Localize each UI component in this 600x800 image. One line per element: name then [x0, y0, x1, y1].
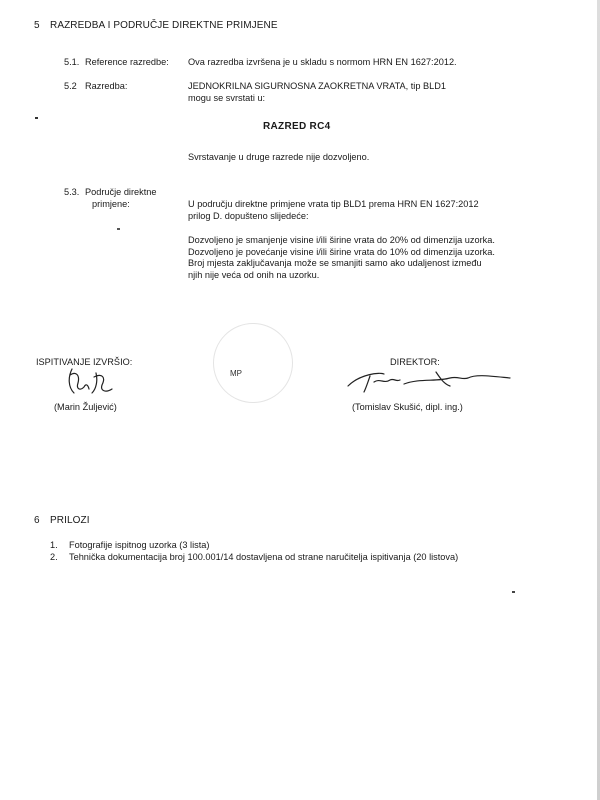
item-5-3-label-line-2: primjene:: [92, 198, 130, 209]
item-5-3-label: [85, 187, 157, 210]
para-1-line-2: prilog D. dopušteno slijedeće:: [188, 210, 309, 221]
left-signatory-name: (Marin Žuljević): [54, 402, 117, 412]
attachment-2-number: 2.: [50, 552, 58, 562]
scan-mark: [512, 591, 515, 593]
section-6-title: PRILOZI: [50, 515, 90, 526]
stamp-label: MP: [230, 369, 242, 378]
section-5-number: 5: [34, 20, 40, 31]
left-signature-image: [62, 363, 142, 399]
right-signature-image: [340, 364, 520, 396]
para-2-line-4: njih nije veća od onih na uzorku.: [188, 269, 320, 280]
section-6-number: 6: [34, 515, 40, 526]
section-5-title: RAZREDBA I PODRUČJE DIREKTNE PRIMJENE: [50, 20, 278, 31]
left-signatory-title: ISPITIVANJE IZVRŠIO:: [36, 357, 133, 367]
para-2-line-3: Broj mjesta zaključavanja može se smanjiti samo ako udaljenost između: [188, 258, 482, 268]
class-label: RAZRED RC4: [263, 121, 331, 132]
item-5-2-line-2: mogu se svrstati u:: [188, 92, 266, 103]
item-5-2-line-1: JEDNOKRILNA SIGURNOSNA ZAOKRETNA VRATA, tip BLD1: [188, 81, 446, 91]
item-5-1-value: Ova razredba izvršena je u skladu s normom HRN EN 1627:2012.: [188, 57, 457, 67]
para-2-line-2: Dozvoljeno je povećanje visine i/ili širine vrata do 10% od dimenzija uzorka.: [188, 246, 495, 257]
para-2-line-1: Dozvoljeno je smanjenje visine i/ili širine vrata do 20% od dimenzija uzorka.: [188, 235, 495, 245]
item-5-2-label: Razredba:: [85, 81, 128, 91]
item-5-3-paragraph-1: [188, 199, 479, 222]
item-5-3-label-line-1: Područje direktne: [85, 187, 157, 197]
scan-mark: [35, 117, 38, 119]
item-5-2-note: Svrstavanje u druge razrede nije dozvoljeno.: [188, 152, 370, 162]
item-5-2-number: 5.2: [64, 81, 77, 91]
official-stamp: [213, 323, 293, 403]
attachment-1-text: Fotografije ispitnog uzorka (3 lista): [69, 540, 210, 550]
right-signatory-title: DIREKTOR:: [390, 357, 440, 367]
item-5-1-number: 5.1.: [64, 57, 80, 67]
right-signatory-name: (Tomislav Skušić, dipl. ing.): [352, 402, 463, 412]
item-5-3-paragraph-2: [188, 235, 495, 281]
item-5-1-label: Reference razredbe:: [85, 57, 169, 67]
item-5-3-number: 5.3.: [64, 187, 80, 197]
attachment-1-number: 1.: [50, 540, 58, 550]
scan-mark: [117, 228, 120, 230]
attachment-2-text: Tehnička dokumentacija broj 100.001/14 dostavljena od strane naručitelja ispitivanja (20 listova): [69, 552, 459, 562]
item-5-2-value: [188, 81, 446, 104]
para-1-line-1: U području direktne primjene vrata tip BLD1 prema HRN EN 1627:2012: [188, 199, 479, 209]
